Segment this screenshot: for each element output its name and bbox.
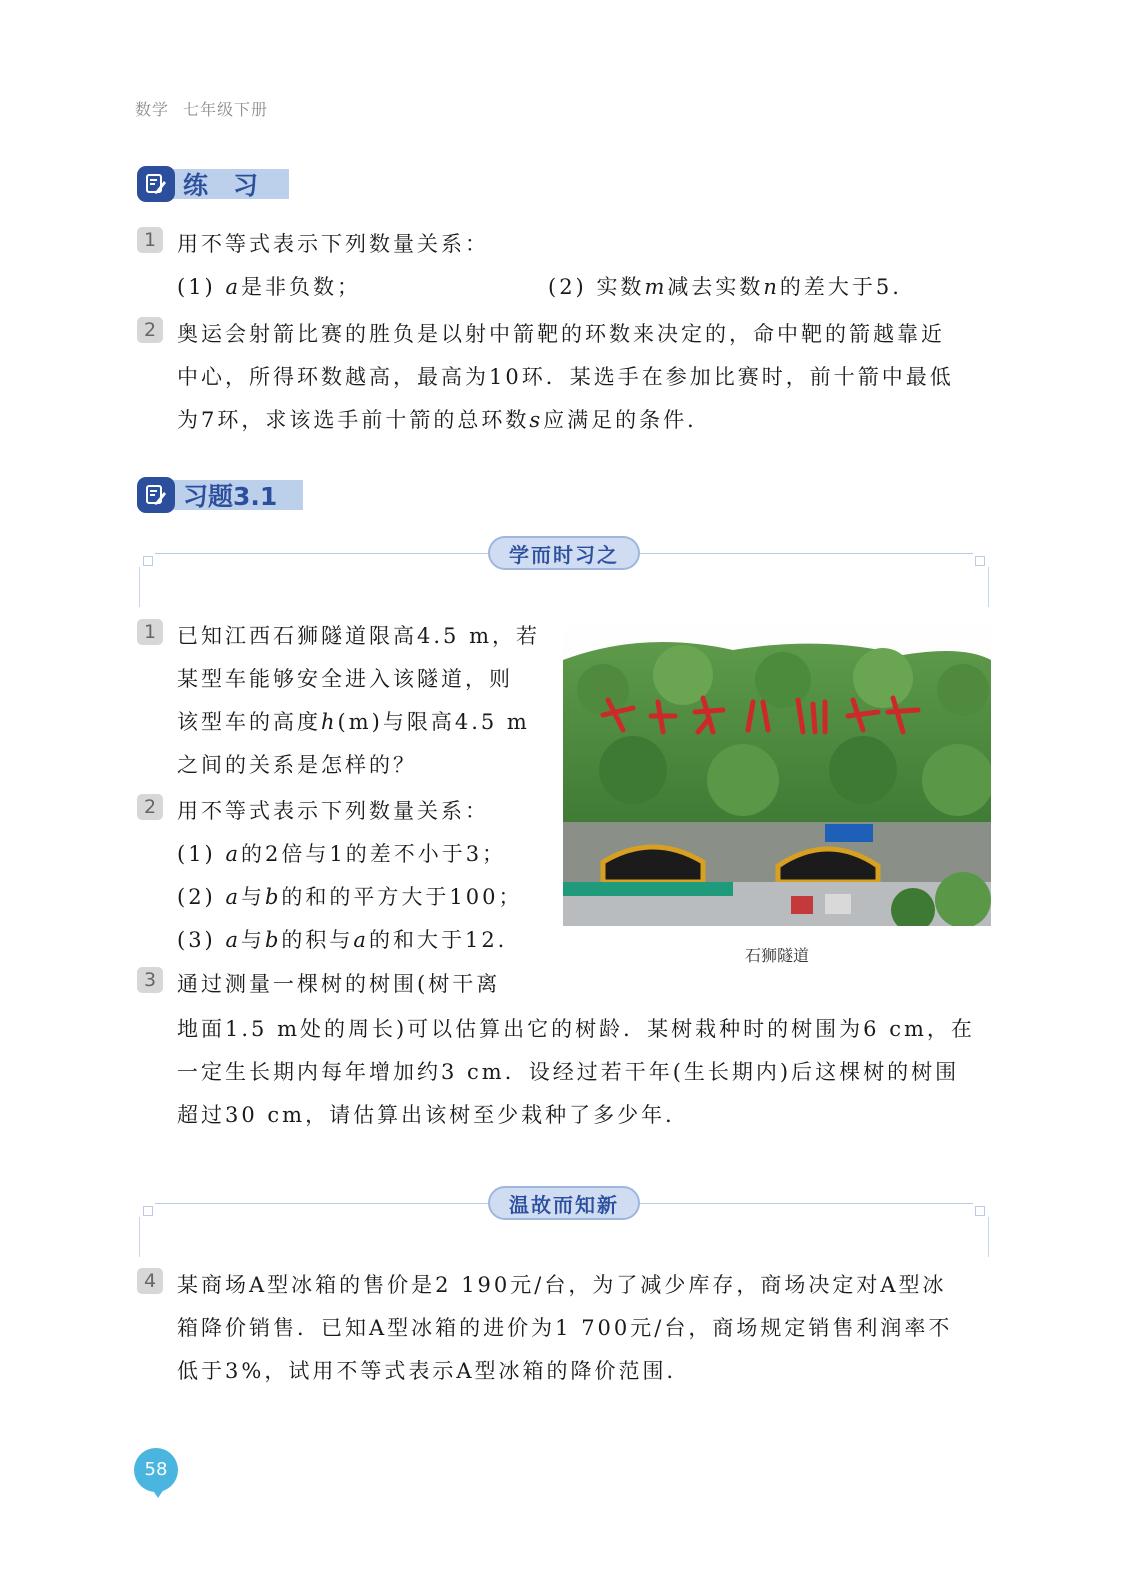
banner-corner	[143, 556, 153, 566]
sub-label: (1)	[177, 275, 216, 299]
math-variable: a	[225, 885, 241, 909]
sub-question-1	[177, 838, 506, 868]
math-variable: b	[264, 928, 282, 952]
page-badge-tail	[150, 1486, 166, 1498]
exercise-title: 习题3.1	[169, 480, 303, 510]
sub-question-3	[177, 924, 507, 954]
banner-side	[139, 1217, 140, 1257]
banner-side	[988, 1217, 989, 1257]
sub-question-2	[548, 271, 902, 301]
banner-review-label: 温故而知新	[488, 1186, 640, 1220]
question-line: 之间的关系是怎样的？	[177, 753, 417, 777]
line-text: 该型车的高度	[177, 710, 321, 734]
question-text: 用不等式表示下列数量关系：	[177, 799, 489, 823]
sub-label: (2)	[177, 885, 216, 909]
sub-text: 减去实数	[667, 275, 764, 299]
tunnel-photo	[563, 620, 991, 926]
sub-question-1	[177, 271, 361, 301]
question-line: 箱降价销售．已知A型冰箱的进价为1 700元/台，商场规定销售利润率不	[177, 1316, 953, 1340]
question-number: 2	[137, 317, 163, 343]
question-line: 通过测量一棵树的树围(树干离	[177, 972, 501, 996]
exercise-section-header	[137, 477, 303, 513]
sub-text: 实数	[596, 275, 645, 299]
math-variable: a	[353, 928, 369, 952]
practice-title: 练 习	[169, 169, 289, 199]
question-line: 超过30 cm，请估算出该树至少栽种了多少年．	[177, 1103, 690, 1127]
question-line: 某商场A型冰箱的售价是2 190元/台，为了减少库存，商场决定对A型冰	[177, 1273, 947, 1297]
line-text: 为7环，求该选手前十箭的总环数	[177, 408, 530, 432]
sub-label: (1)	[177, 842, 216, 866]
sub-text: 的和的平方大于100；	[281, 885, 523, 909]
question-line: 一定生长期内每年增加约3 cm．设经过若干年(生长期内)后这棵树的树围	[177, 1060, 960, 1084]
question-number: 1	[137, 227, 163, 253]
pencil-note-icon	[137, 477, 175, 513]
banner-corner	[975, 556, 985, 566]
question-line: 奥运会射箭比赛的胜负是以射中箭靶的环数来决定的，命中靶的箭越靠近	[177, 322, 945, 346]
banner-corner	[975, 1206, 985, 1216]
page-number: 58	[134, 1448, 178, 1492]
question-line: 低于3%，试用不等式表示A型冰箱的降价范围．	[177, 1359, 691, 1383]
sub-label: (2)	[548, 275, 587, 299]
line-text: 应满足的条件．	[543, 408, 712, 432]
sub-label: (3)	[177, 928, 216, 952]
math-variable: h	[321, 710, 338, 734]
math-variable: b	[264, 885, 282, 909]
practice-section-header	[137, 166, 289, 202]
banner-study-label: 学而时习之	[488, 536, 640, 570]
photo-caption: 石狮隧道	[744, 946, 809, 965]
banner-review	[137, 1183, 991, 1263]
math-variable: a	[225, 928, 241, 952]
sub-text: 与	[240, 928, 265, 952]
sub-text: 的差大于5.	[779, 275, 902, 299]
grade-label: 七年级下册	[183, 100, 269, 119]
math-variable: n	[763, 275, 780, 299]
question-number: 2	[137, 794, 163, 820]
question-text: 用不等式表示下列数量关系：	[177, 232, 489, 256]
question-number: 3	[137, 967, 163, 993]
sub-text: 是非负数；	[240, 275, 361, 299]
banner-study	[137, 533, 991, 613]
sub-text: 的和大于12.	[368, 928, 508, 952]
math-variable: a	[225, 842, 241, 866]
question-line	[177, 404, 711, 434]
subject-label: 数学	[135, 100, 170, 119]
math-variable: s	[529, 408, 544, 432]
math-variable: a	[225, 275, 241, 299]
sub-text: 与	[240, 885, 265, 909]
question-number: 1	[137, 619, 163, 645]
question-line: 中心，所得环数越高，最高为10环．某选手在参加比赛时，前十箭中最低	[177, 365, 954, 389]
banner-corner	[143, 1206, 153, 1216]
math-variable: m	[644, 275, 668, 299]
question-line: 某型车能够安全进入该隧道，则	[177, 667, 513, 691]
sub-text: 的2倍与1的差不小于3；	[240, 842, 507, 866]
question-number: 4	[137, 1268, 163, 1294]
sub-text: 的积与	[281, 928, 354, 952]
banner-side	[988, 567, 989, 607]
pencil-note-icon	[137, 166, 175, 202]
question-line: 已知江西石狮隧道限高4.5 m，若	[177, 624, 540, 648]
running-header	[135, 97, 268, 120]
line-text: (m)与限高4.5 m	[337, 710, 530, 734]
sub-question-2	[177, 881, 523, 911]
banner-side	[139, 567, 140, 607]
question-line	[177, 706, 530, 736]
question-line: 地面1.5 m处的周长)可以估算出它的树龄．某树栽种时的树围为6 cm，在	[177, 1017, 975, 1041]
